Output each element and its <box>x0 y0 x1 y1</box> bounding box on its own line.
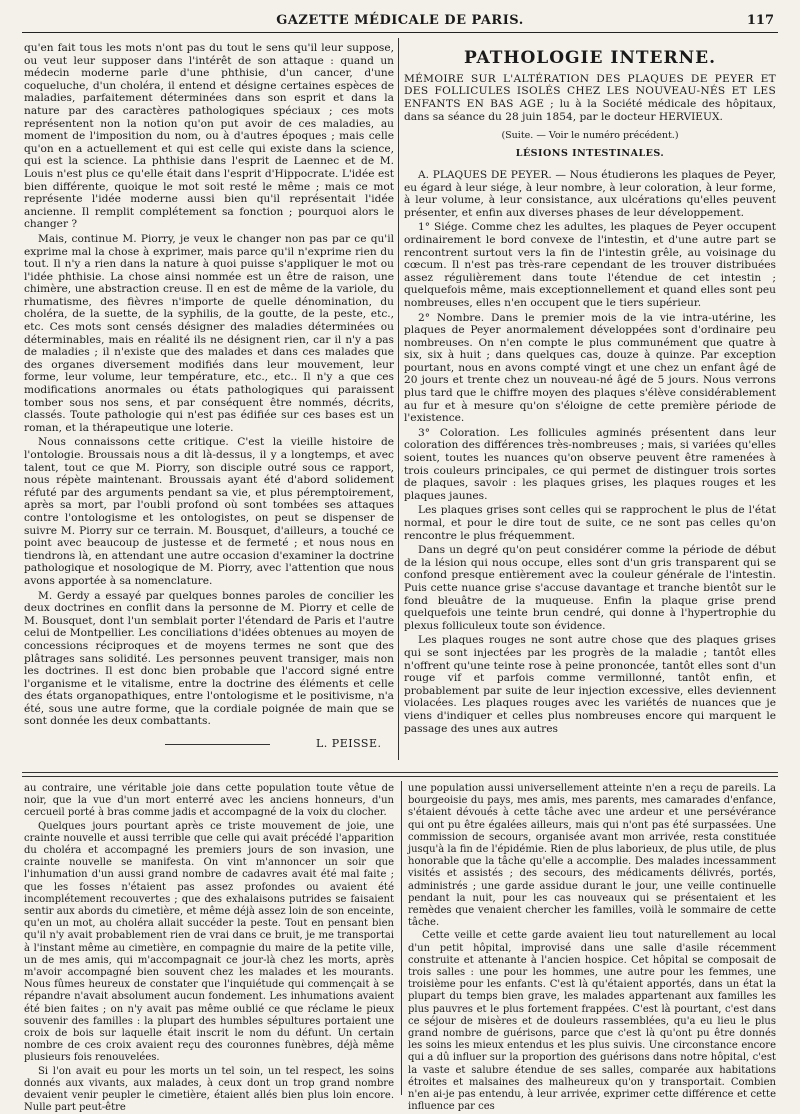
right-paragraph-1: A. PLAQUES DE PEYER. — Nous étudierons les plaques de Peyer, eu égard à leur siége, à leur nombre, à leur coloration, à leur forme, à leur volume, à leur consistance, aux ulcérations qu'elles peuvent présenter, et enfin aux diverses phases de leur développement. <box>404 168 776 219</box>
feuilleton-left-paragraph-2: Quelques jours pourtant après ce triste mouvement de joie, une crainte nouvelle et aussi terrible que celle qui avait précédé l'apparition du choléra et accompagné les premiers jours de son invasion, une crainte nouvelle se manifesta. On vint m'annoncer un soir que l'inhumation d'un aussi grand nombre de cadavres avait été mal faite ; que les fosses n'étaient pas assez profondes ou avaient été incomplétement recouvertes ; que des exhalaisons putrides se faisaient sentir aux abords du cimetière, et même déjà assez loin de son enceinte, qu'en un mot, au choléra allait succéder la peste. Tout en pensant bien qu'il n'y avait probablement rien de vrai dans ce bruit, je me transportai à l'instant même au cimetière, en compagnie du maire de la petite ville, un de mes amis, qui m'accompagnait ce jour-là chez les morts, après m'avoir accompagné bien souvent chez les malades et les mourants. Nous fûmes heureux de constater que l'inquiétude qui commençait à se répandre n'avait absolument aucun fondement. Les inhumations avaient été bien faites ; on n'y avait pas même oublié ce que réclame le pieux souvenir des familles : la plupart des humbles sépultures portaient une croix de bois sur laquelle était inscrit le nom du défunt. Un certain nombre de ces croix avaient reçu des couronnes funèbres, déjà même plusieurs fois renouvelées. <box>24 820 394 1064</box>
right-paragraph-3: 2° Nombre. Dans le premier mois de la vie intra-utérine, les plaques de Peyer anormalement développées sont d'ordinaire peu nombreuses. On n'en compte le plus communément que quatre à six, six à huit ; dans quelques cas, douze à quinze. Par exception pourtant, nous en avons compté vingt et une chez un enfant âgé de 20 jours et trente chez un nouveau-né âgé de 5 jours. Nous verrons plus tard que le chiffre moyen des plaques s'élève considérablement au fur et à mesure qu'on s'éloigne de cette première période de l'existence. <box>404 311 776 425</box>
page-header <box>22 10 778 33</box>
feuilleton-right-paragraph-1: une population aussi universellement atteinte n'en a reçu de pareils. La bourgeoisie du pays, mes amis, mes parents, mes camarades d'enfance, s'étaient dévoués à cette tâche avec une ardeur et une persévérance qui ont pu être égalées ailleurs, mais qui n'ont pas été surpassées. Une commission de secours, organisée avant mon arrivée, resta constituée jusqu'à la fin de l'épidémie. Rien de plus laborieux, de plus utile, de plus honorable que la tâche qu'elle a accomplie. Des malades incessamment visités et assistés ; des secours, des médicaments délivrés, portés, administrés ; une garde assidue durant le jour, une veille continuelle pendant la nuit, pour les cas nouveaux qui se présentaient et les remèdes que venaient chercher les familles, voilà le sommaire de cette tâche. <box>408 783 776 929</box>
left-paragraph-1: qu'en fait tous les mots n'ont pas du tout le sens qu'il leur suppose, ou veut leur supposer dans l'intérêt de son attaque : quand un médecin moderne parle d'une phthisie, d'un cancer, d'une coqueluche, d'un choléra, il entend et désigne certaines espèces de maladies, parfaitement déterminées dans son esprit et dans la nature par des caractères pathologiques spéciaux ; ces mots représentent non la notion qu'on put avoir de ces maladies, au moment de l'imposition du nom, ou à d'autres époques ; mais celle qu'on en a actuellement et qui est celle qui existe dans la science, qui est la science. La phthisie dans l'esprit de Laennec et de M. Louis n'est plus ce qu'elle était dans l'esprit d'Hippocrate. L'idée est bien différente, quoique le mot soit resté le même ; mais ce mot représente l'idée moderne aussi bien qu'il représentait l'idée ancienne. Il remplit complétement sa fonction ; pourquoi alors le changer ? <box>24 42 394 231</box>
journal-title: GAZETTE MÉDICALE DE PARIS. <box>276 13 524 28</box>
feuilleton-right-paragraph-2: Cette veille et cette garde avaient lieu tout naturellement au local d'un petit hôpital, improvisé dans une salle d'asile récemment construite et attenante à l'ancien hospice. Cet hôpital se composait de trois salles : une pour les hommes, une autre pour les femmes, une troisième pour les enfants. C'est là qu'étaient apportés, dans un état la plupart du temps bien grave, les malades appartenant aux familles les plus pauvres et le plus fortement frappées. C'est là pourtant, c'est dans ce séjour de misères et de douleurs rassemblées, qu'a eu lieu le plus grand nombre de guérisons, parce que c'est là qu'ont pu être donnés les soins les mieux entendus et les plus suivis. Une circonstance encore qui a dû influer sur la proportion des guérisons dans notre hôpital, c'est la vaste et salubre étendue de ses salles, comparée aux habitations étroites et malsaines des malheureux qu'on y transportait. Combien n'en ai-je pas entendu, à leur arrivée, exprimer cette différence et cette influence par ces <box>408 930 776 1113</box>
left-paragraph-4: M. Gerdy a essayé par quelques bonnes paroles de concilier les deux doctrines en conflit dans la personne de M. Piorry et celle de M. Bousquet, dont l'un semblait porter l'étendard de Paris et l'autre celui de Montpellier. Les conciliations d'idées obtenues au moyen de concessions réciproques et de moyens termes ne sont que des plâtrages sans solidité. Les personnes peuvent transiger, mais non les doctrines. Il est donc bien probable que l'accord signé entre l'organisme et le vitalisme, entre la doctrine des éléments et celle des états organopathiques, entre l'ontologisme et le positivisme, n'a été, sous une autre forme, que la cordiale poignée de main que se sont donnée les deux combattants. <box>24 589 394 728</box>
memoire-title: MÉMOIRE SUR L'ALTÉRATION DES PLAQUES DE PEYER ET DES FOLLICULES ISOLÉS CHEZ LES NOUVEAU-NÉS ET LES ENFANTS EN BAS AGE ; <box>404 72 776 111</box>
feuilleton-rule-bottom <box>22 776 778 777</box>
left-paragraph-2: Mais, continue M. Piorry, je veux le changer non pas par ce qu'il exprime mal la chose à exprimer, mais parce qu'il n'exprime rien du tout. Il n'y a rien dans la nature à quoi puisse s'appliquer le mot ou l'idée phthisie. La chose ainsi nommée est un être de raison, une chimère, une abstraction creuse. Il en est de même de la variole, du rhumatisme, des fièvres n'importe de quelle dénomination, du choléra, de la suette, de la syphilis, de la goutte, de la peste, etc., etc. Ces mots sont censés désigner des maladies déterminées ou déterminables, mais en réalité ils ne désignent rien, car il n'y a pas de maladies ; il n'existe que des malades et dans ces malades que des organes diversement modifiés dans leur mouvement, leur forme, leur volume, leur température, etc., etc.. Il n'y a que ces modifications anormales ou états pathologiques qui paraissent tomber sous nos sens, et par conséquent être nommés, décrits, classés. Toute pathologie qui n'est pas édifiée sur ces bases est un roman, et la thérapeutique une loterie. <box>24 232 394 434</box>
feuilleton-column-divider <box>401 781 402 1095</box>
feuilleton-rule-top <box>22 772 778 773</box>
memoire-heading <box>404 73 776 124</box>
left-paragraph-3: Nous connaissons cette critique. C'est la vieille histoire de l'ontologie. Broussais nous a dit là-dessus, il y a longtemps, et avec talent, tout ce que M. Piorry, son disciple outré sous ce rapport, nous répète maintenant. Broussais ayant été d'abord solidement réfuté par des arguments pendant sa vie, et plus péremptoirement, après sa mort, par l'oubli profond où sont tombées ses attaques contre l'ontologisme et les ontologistes, on peut se dispenser de suivre M. Piorry sur ce terrain. M. Bousquet, d'ailleurs, a touché ce point avec beaucoup de justesse et de fermeté ; et nous nous en tiendrons là, en attendant une autre occasion d'examiner la doctrine pathologique et nosologique de M. Piorry, avec l'attention que nous avons apportée à sa nomenclature. <box>24 436 394 587</box>
feuilleton-left-paragraph-3: Si l'on avait eu pour les morts un tel soin, un tel respect, les soins donnés aux vivants, aux malades, à ceux dont un trop grand nombre devaient venir peupler le cimetière, étaient allés bien plus loin encore. Nulle part peut-être <box>24 1065 394 1114</box>
right-paragraph-4: 3° Coloration. Les follicules agminés présentent dans leur coloration des différences très-nombreuses ; mais, si variées qu'elles soient, toutes les nuances qu'on observe peuvent être ramenées à trois couleurs principales, ce qui permet de distinguer trois sortes de plaques, savoir : les plaques grises, les plaques rouges et les plaques jaunes. <box>404 426 776 502</box>
left-column <box>24 42 394 732</box>
memoire-details: lu à la Société médicale des hôpitaux, dans sa séance du 28 juin 1854, par le docteur HERVIEUX. <box>404 98 776 123</box>
feuilleton-left-column <box>24 783 394 1114</box>
right-paragraph-5: Les plaques grises sont celles qui se rapprochent le plus de l'état normal, et pour le dire tout de suite, ce ne sont pas celles qu'on rencontre le plus fréquemment. <box>404 504 776 542</box>
right-paragraph-7: Les plaques rouges ne sont autre chose que des plaques grises qui se sont injectées par les progrès de la maladie ; tantôt elles n'offrent qu'une teinte rose à peine prononcée, tantôt elles sont d'un rouge vif et parfois comme vermillonné, tantôt enfin, et probablement par suite de leur injection excessive, elles deviennent violacées. Les plaques rouges avec les variétés de nuances que je viens d'indiquer et celles plus nombreuses encore qui marquent le passage des unes aux autres <box>404 634 776 735</box>
column-divider <box>398 38 399 760</box>
feuilleton-right-column <box>408 783 776 1113</box>
right-paragraph-6: Dans un degré qu'on peut considérer comme la période de début de la lésion qui nous occupe, elles sont d'un gris transparent qui se confond presque entièrement avec la couleur générale de l'intestin. Puis cette nuance grise s'accuse davantage et tranche bientôt sur le fond bleuâtre de la muqueuse. Enfin la plaque grise prend quelquefois une teinte brun cendré, qui donne à l'hypertrophie du plexus folliculeux toute son évidence. <box>404 544 776 632</box>
right-column <box>404 42 776 757</box>
subsection-heading: LÉSIONS INTESTINALES. <box>515 148 665 160</box>
signature-rule <box>165 744 270 745</box>
continuation-note: (Suite. — Voir le numéro précédent.) <box>501 129 679 141</box>
page-number: 117 <box>746 13 774 28</box>
feuilleton-left-paragraph-1: au contraire, une véritable joie dans cette population toute vêtue de noir, que la vue d'un mort enterré avec les anciens honneurs, d'un cercueil porté à bras comme jadis et accompagné de la voix du clocher. <box>24 783 394 819</box>
section-title: PATHOLOGIE INTERNE. <box>463 48 717 68</box>
author-signature: L. PEISSE. <box>316 737 382 750</box>
right-paragraph-2: 1° Siége. Comme chez les adultes, les plaques de Peyer occupent ordinairement le bord convexe de l'intestin, et d'une autre part se rencontrent surtout vers la fin de l'intestin grêle, au voisinage du cœcum. Il n'est pas très-rare cependant de les trouver distribuées assez régulièrement dans toute l'étendue de cet intestin ; quelquefois même, mais exceptionnellement et quand elles sont peu nombreuses, elles n'en occupent que le tiers supérieur. <box>404 221 776 309</box>
